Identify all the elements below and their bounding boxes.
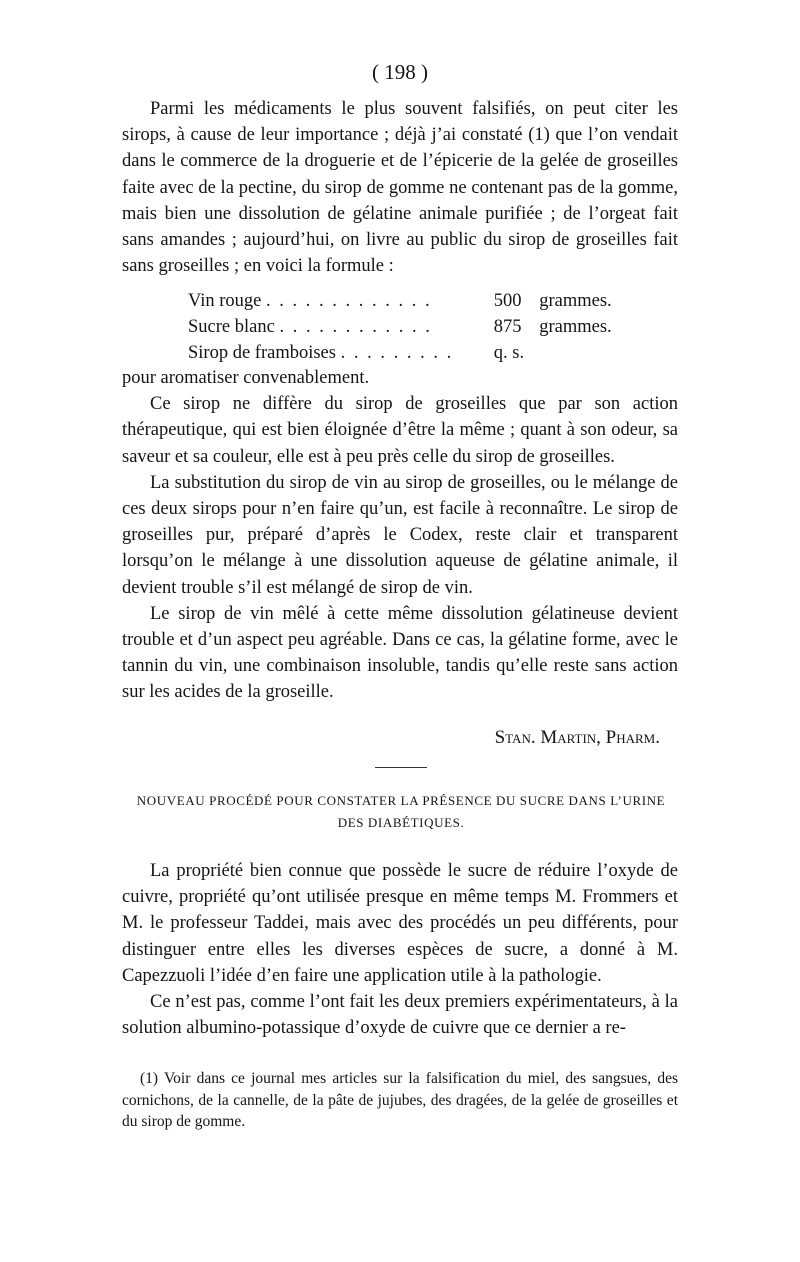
section-sugar-detection [122,858,678,1041]
ingredient-quantity: 875 [493,317,522,338]
footnote [122,1068,678,1133]
ingredient-name: Sirop de framboises [188,343,336,364]
section-falsified-syrups [122,96,678,279]
ingredient-quantity: 500 [493,291,522,311]
author-signature: Stan. Martin, Pharm. [494,727,660,748]
recipe-row [188,314,628,340]
ingredient-unit [533,340,628,366]
recipe-formula [188,288,628,367]
leader-dots: . . . . . . . . . . . . [279,317,432,338]
ingredient-unit: grammes. [539,317,612,338]
recipe-row [188,340,628,366]
paragraph: Le sirop de vin mêlé à cette même dissolution gélatineuse devient trouble et d’un aspect peu agréable. Dans ce cas, la gélatine forme, avec le tannin du vin, une combinaison insoluble, tandis qu’elle reste sans action sur les acides de la groseille. [122,603,678,703]
heading-line: NOUVEAU PROCÉDÉ POUR CONSTATER LA PRÉSENCE DU SUCRE DANS L’URINE [136,793,666,808]
paragraph: Ce sirop ne diffère du sirop de groseilles que par son action thérapeutique, qui est bien éloignée d’être la même ; quant à son odeur, sa saveur et sa couleur, elle est à peu près celle du sirop de groseilles. [122,394,678,467]
paragraph: pour aromatiser convenablement. [122,368,370,388]
section-heading [112,790,690,834]
recipe-row [188,288,628,314]
footnote-text: (1) Voir dans ce journal mes articles sur la falsification du miel, des sangsues, des cornichons, de la cannelle, de la pâte de jujubes, des dragées, de la gelée de groseilles et du sirop de gomme. [122,1070,678,1130]
ingredient-quantity: q. s. [493,343,525,364]
paragraph: Parmi les médicaments le plus souvent falsifiés, on peut citer les sirops, à cause de leur importance ; déjà j’ai constaté (1) que l’on vendait dans le commerce de la droguerie et de l’épicerie de la gelée de groseilles faite avec de la pectine, du sirop de gomme ne contenant pas de la gomme, mais bien une dissolution de gélatine animale purifiée ; de l’orgeat fait sans amandes ; aujourd’hui, on livre au public du sirop de groseilles fait sans groseilles ; en voici la formule : [122,99,678,277]
page-number: ( 198 ) [372,60,428,84]
ingredient-name: Sucre blanc [188,317,275,338]
section-divider [375,767,427,768]
heading-line: DES DIABÉTIQUES. [337,815,465,830]
ingredient-name: Vin rouge [188,291,262,311]
paragraph: Ce n’est pas, comme l’ont fait les deux premiers expérimentateurs, à la solution albumino-potassique d’oxyde de cuivre que ce dernier a re- [122,992,678,1039]
paragraph: La substitution du sirop de vin au sirop de groseilles, ou le mélange de ces deux sirops pour n’en faire qu’un, est facile à reconnaître. Le sirop de groseilles pur, préparé d’après le Codex, reste clair et transparent lorsqu’on le mélange à une dissolution aqueuse de gélatine animale, il devient trouble s’il est mélangé de sirop de vin. [122,472,678,598]
leader-dots: . . . . . . . . . . . . . [266,291,432,311]
section-falsified-syrups-continued [122,365,678,706]
paragraph: La propriété bien connue que possède le sucre de réduire l’oxyde de cuivre, propriété qu’ont utilisée presque en même temps M. Frommers et M. le professeur Taddei, mais avec des procédés un peu différents, pour distinguer entre elles les diverses espèces de sucre, a donné à M. Capezzuoli l’idée d’en faire une application utile à la pathologie. [122,861,678,986]
leader-dots: . . . . . . . . . [340,343,454,364]
ingredient-unit: grammes. [539,291,612,311]
